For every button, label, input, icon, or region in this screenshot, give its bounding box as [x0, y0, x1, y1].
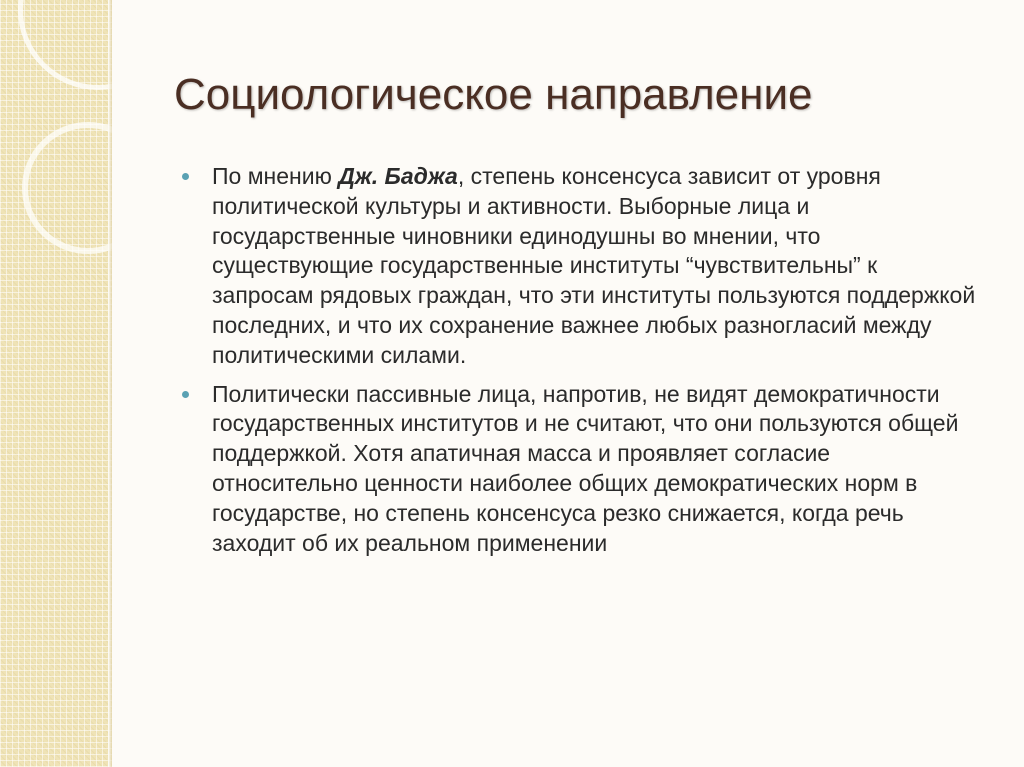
- author-name: Дж. Баджа: [338, 163, 458, 189]
- bullet-item: [180, 380, 980, 559]
- bullet-text-prefix: По мнению: [212, 163, 339, 189]
- side-strip-edge: [108, 0, 112, 767]
- decorative-side-strip: [0, 0, 112, 767]
- bullet-dot-icon: [182, 391, 189, 398]
- slide-title: Социологическое направление: [174, 70, 813, 119]
- bullet-dot-icon: [182, 173, 189, 180]
- bullet-list: [180, 162, 980, 567]
- bullet-text: , степень консенсуса зависит от уровня политической культуры и активности. Выборные лица и государственные чиновники единодушны во мнении, что существующие государственные институты “чувствительны” к запросам рядовых граждан, что эти институты пользуются поддержкой последних, и что их сохранение важнее любых разногласий между политическими силами.: [212, 163, 976, 368]
- bullet-text: Политически пассивные лица, напротив, не видят демократичности государственных институтов и не считают, что они пользуются общей поддержкой. Хотя апатичная масса и проявляет согласие относительно ценности наиболее общих демократических норм в государстве, но степень консенсуса резко снижается, когда речь заходит об их реальном применении: [212, 380, 959, 556]
- decorative-ring-middle: [22, 122, 112, 254]
- bullet-item: [180, 162, 980, 371]
- decorative-ring-top: [18, 0, 112, 90]
